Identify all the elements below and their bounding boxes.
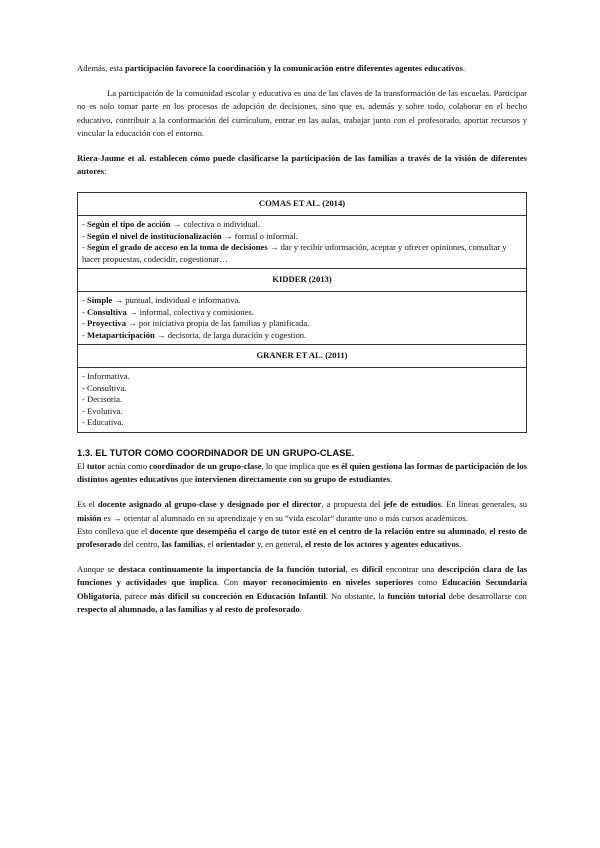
arrow-right-icon: → [156,329,166,340]
text: y, en general, [254,538,305,549]
text: . [390,474,393,485]
item-label: Proyectiva [87,318,126,329]
bold-text: el resto de los actores y agentes educativos [304,538,460,549]
table-heading-row [78,193,527,216]
table-heading-row [78,345,527,368]
bullet-dash: - [82,329,88,340]
table-heading-row [78,269,527,292]
text: . Con [216,577,243,588]
item-text: Decisoria. [87,394,123,405]
section-title: 1.3. EL TUTOR COMO COORDINADOR DE UN GRUPO-CLASE. [77,446,355,458]
text: , parece [119,590,150,601]
text: . En líneas generales, su [440,499,528,510]
bullet-dash: - [82,306,88,317]
paragraph-tutor-designation [77,498,527,524]
arrow-right-icon: → [128,306,138,317]
text: . No obstante, la [325,590,388,601]
arrow-right-icon: → [223,230,233,241]
text: es → orientar al alumnado en su aprendizaje y en su “vida escolar” durante uno o más cursos académicos. [101,512,468,523]
bullet-dash: - [82,370,88,381]
bold-text: difícil [361,564,383,575]
text: Además, esta [77,63,125,73]
item-text: por iniciativa propia de las familias y planificada. [138,318,310,329]
list-item [82,417,522,429]
paragraph-tutor-coordinator [77,460,527,486]
text: . [462,63,466,73]
bold-text: respecto al alumnado, a las familias y al resto de profesorado [77,603,300,614]
text: que [178,474,195,485]
paragraph-community-participation: La participación de la comunidad escolar y educativa es una de las claves de la transformación de las escuelas. Participar no es solo tomar parte en los procesos de adopción de decisiones, sino que es, además y sobre todo, colaborar en el hecho educativo, contribuir a la conformación del currículum, entrar en las aulas, trabajar junto con el profesorado, aportar recursos y vincular la educación con el entorno. [77,88,527,138]
list-item [82,231,522,243]
bullet-dash: - [82,417,88,428]
bullet-dash: - [82,394,88,405]
bullet-dash: - [82,382,88,393]
item-text: puntual, individual e informativa. [125,294,241,305]
bold-text: más difícil su concreción en Educación Infantil [149,590,326,601]
item-label: Simple [87,294,113,305]
bold-text: tutor [86,460,106,471]
text: debe desarrollarse con [445,590,527,601]
text: . [459,538,462,549]
bold-text: Riera-Jaume et al. establecen cómo puede clasificarse la participación de las familias a través de la visión de diferentes autores [77,153,527,177]
bold-text: descripción clara de las funciones y actividades que implica [77,564,527,588]
table-body-row [78,367,527,432]
list-item [82,406,522,418]
bold-text: función tutorial [387,590,446,601]
bullet-dash: - [82,219,88,230]
item-text: dar y recibir información, aceptar y ofrecer opiniones, consultar y hacer propuestas, codecidir, cogestionar… [82,242,507,264]
bold-text: es él quien gestiona las formas de participación de los distintos agentes educativos [77,460,527,485]
author-classification-list [78,367,527,432]
list-item [82,383,522,395]
table-body-row [78,291,527,344]
arrow-right-icon: → [172,219,182,230]
item-text: colectiva o individual. [183,219,261,230]
author-heading: GRANER ET AL. (2011) [78,345,527,368]
text: encontrar una [382,564,438,575]
list-item [82,318,522,330]
arrow-right-icon: → [114,294,124,305]
bold-text: misión [77,512,102,523]
arrow-right-icon: → [269,242,279,253]
text: Aunque se [77,564,119,575]
bold-text: docente asignado al grupo-clase y designado por el director [97,499,322,510]
list-item [82,295,522,307]
authors-classification-table [77,192,527,433]
item-text: Educativa. [87,417,124,428]
bold-text: orientador [215,538,255,549]
item-text: Informativa. [87,370,130,381]
author-classification-list [78,291,527,344]
text: , el [203,538,216,549]
bullet-dash: - [82,318,88,329]
item-text: formal o informal. [234,230,298,241]
text: El [77,460,87,471]
author-heading: KIDDER (2013) [78,269,527,292]
paragraph-tutorial-function [77,563,527,616]
item-text: informal, colectiva y comisiones. [139,306,254,317]
list-item [82,394,522,406]
author-classification-list [78,216,527,269]
bold-text: jefe de estudios [383,499,441,510]
item-text: decisoria, de larga duración y cogestion. [167,329,307,340]
bold-text: el resto de profesorado [77,525,527,549]
bold-text: mayor reconocimiento en niveles superiores [242,577,414,588]
text: , a propuesta del [321,499,384,510]
bold-text: Educación Secundaria Obligatoria [77,577,527,601]
bold-text: coordinador de un grupo-clase [149,460,262,471]
bold-text: las familias [161,538,204,549]
list-item [82,307,522,319]
text: Esto conlleva que el [77,525,150,536]
text: Es el [77,499,98,510]
bold-text: participación favorece la coordinación y la comunicación entre diferentes agentes educativos [124,63,463,73]
paragraph-riera-jaume [77,152,527,178]
item-text: Consultiva. [87,382,127,393]
text: : [104,166,107,177]
bullet-dash: - [82,242,88,253]
author-heading: COMAS ET AL. (2014) [78,193,527,216]
table-body-row [78,216,527,269]
text: del centro, [121,538,162,549]
bold-text: docente que desempeña el cargo de tutor esté en el centro de la relación entre su alumnado [149,525,485,536]
text: , lo que implica que [261,460,332,471]
item-label: Según el grado de acceso en la toma de decisiones [87,242,268,253]
text: . [299,603,302,614]
bullet-dash: - [82,230,88,241]
item-label: Según el nivel de institucionalización [87,230,222,241]
item-text: Evolutiva. [87,405,123,416]
list-item [82,330,522,342]
bullet-dash: - [82,294,88,305]
list-item [82,219,522,231]
bold-text: intervienen directamente con su grupo de estudiantes [194,474,391,485]
arrow-right-icon: → [128,318,137,329]
text: actúa como [105,460,150,471]
bullet-dash: - [82,405,88,416]
paragraph-tutor-center-relation [77,525,527,551]
bold-text: destaca continuamente la importancia de la función tutorial [118,564,346,575]
list-item [82,242,522,265]
list-item [82,371,522,383]
text: como [413,577,442,588]
item-label: Consultiva [87,306,127,317]
text: , es [345,564,362,575]
document-page [77,62,527,616]
item-label: Según el tipo de acción [87,219,171,230]
paragraph-participation-coordination [77,62,527,75]
item-label: Metaparticipación [87,329,155,340]
text: , [484,525,490,536]
